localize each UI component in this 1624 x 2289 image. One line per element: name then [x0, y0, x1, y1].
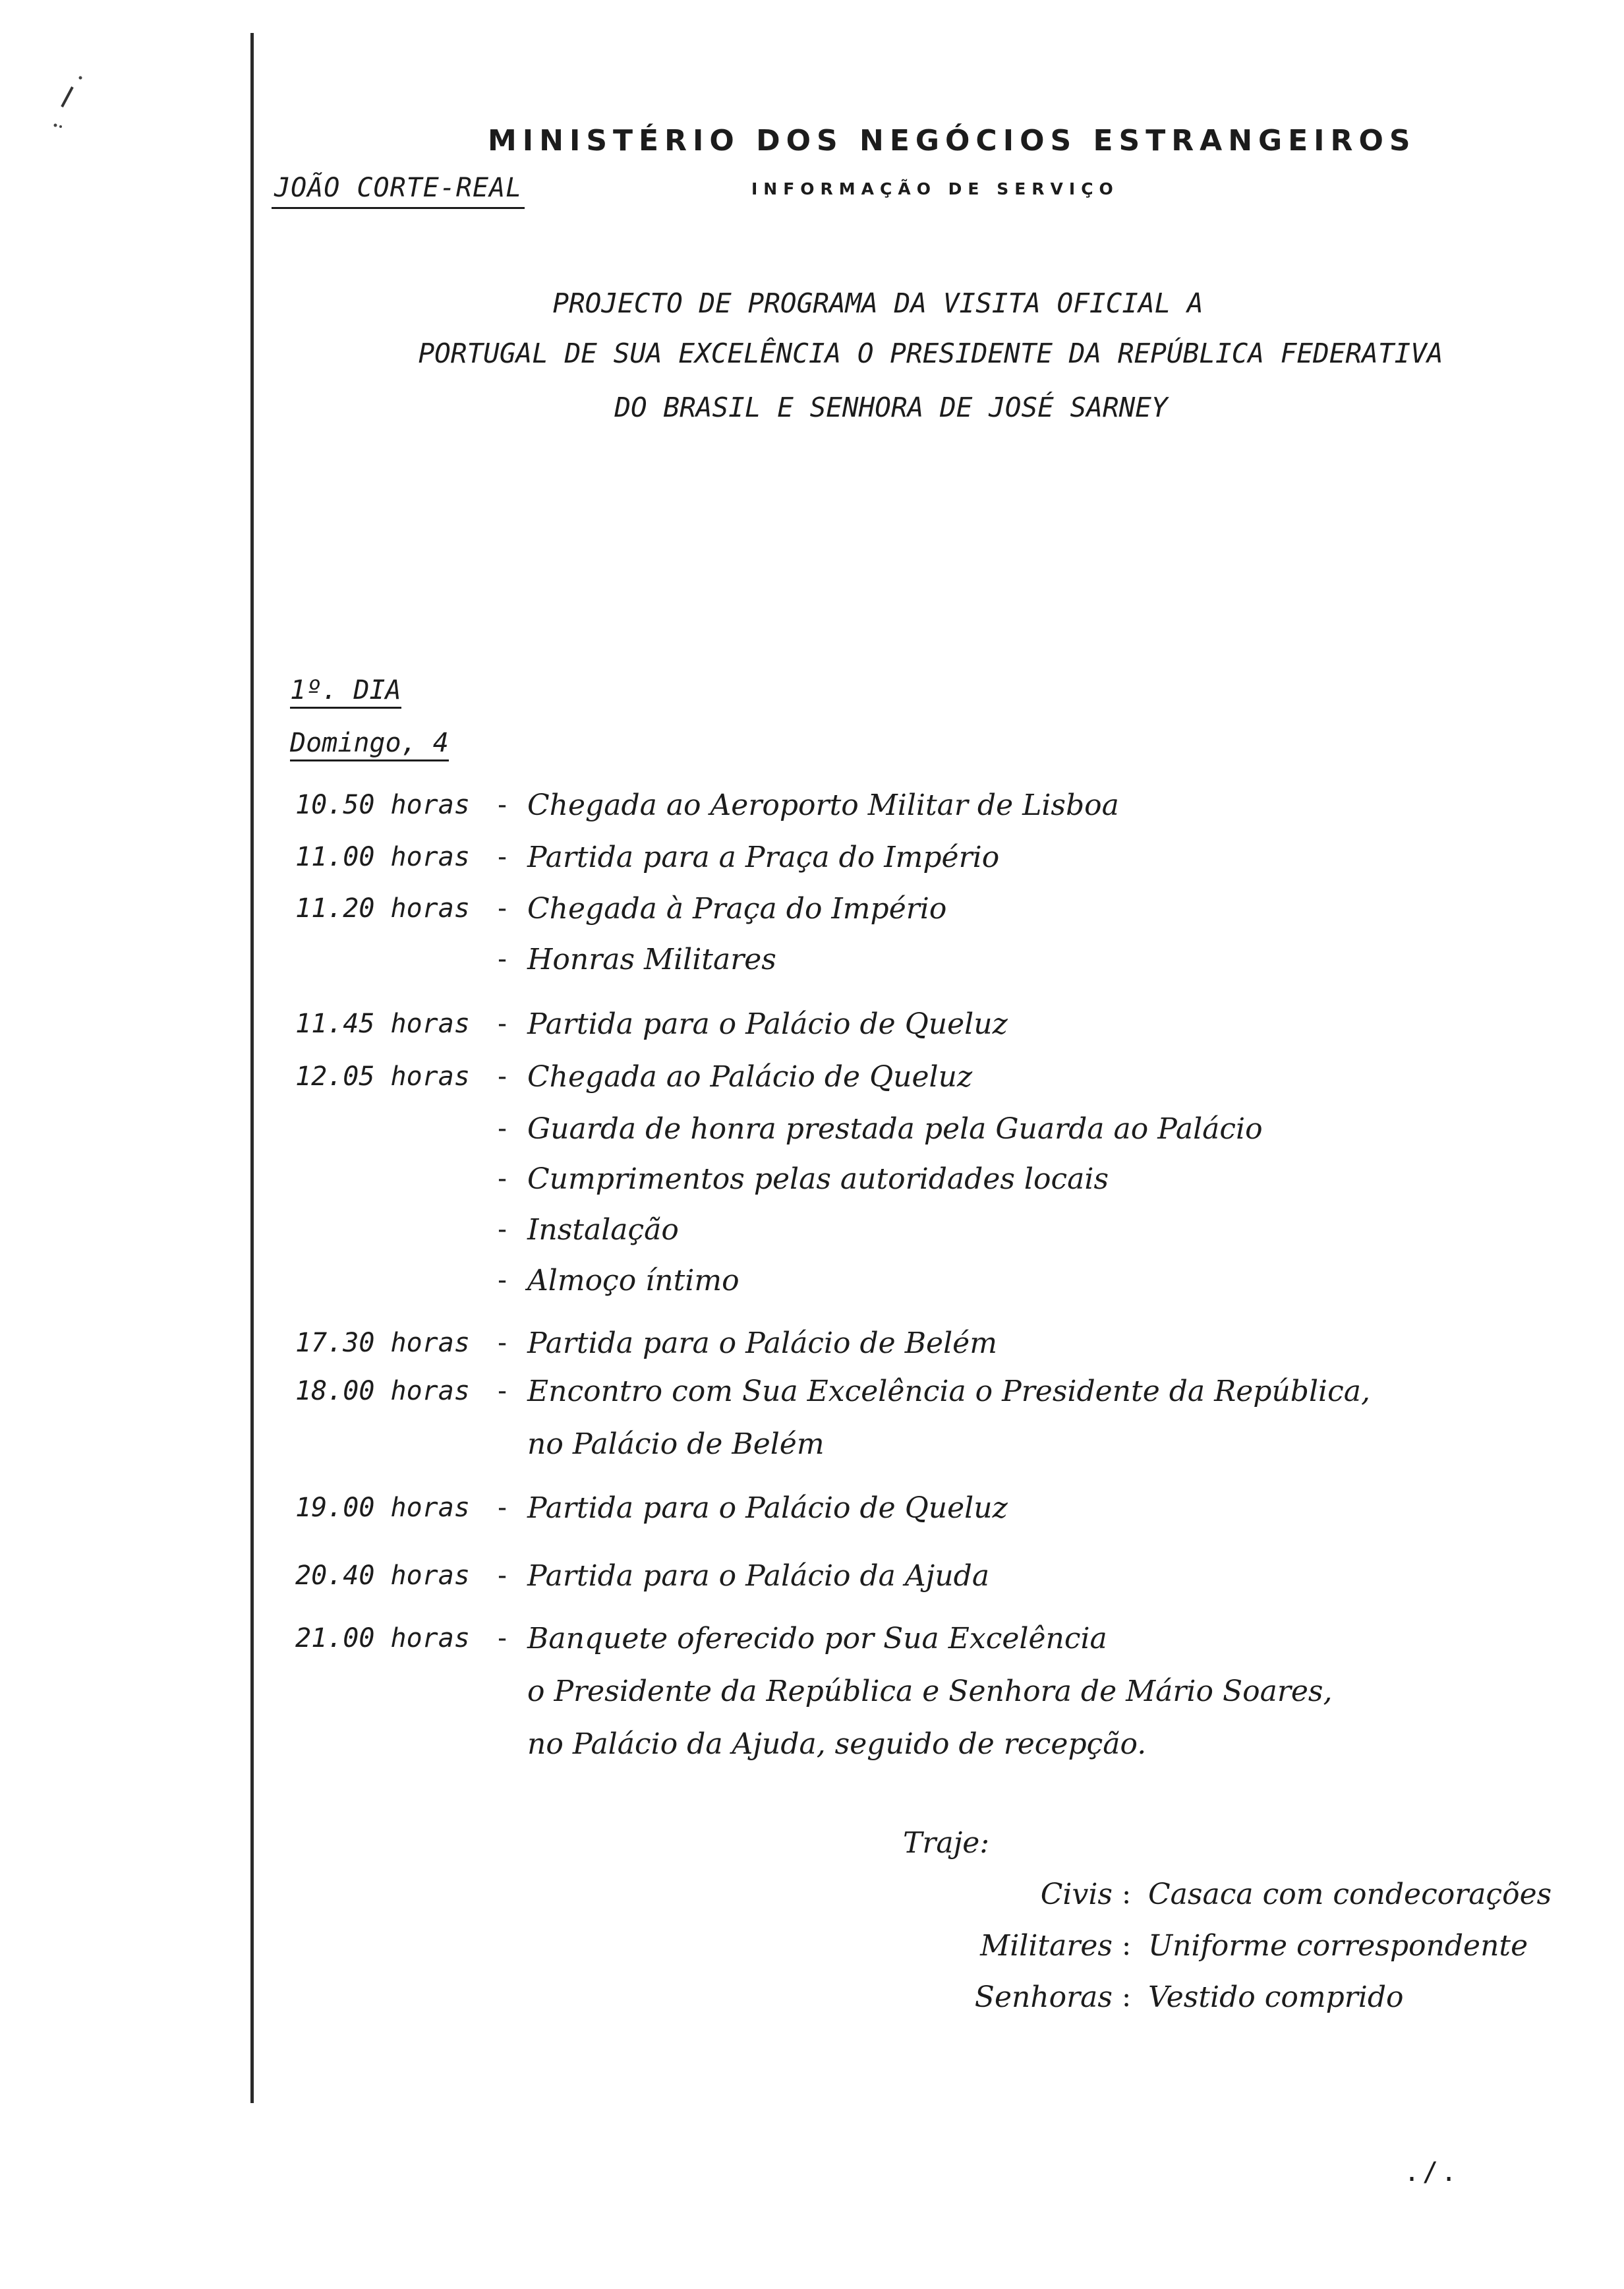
bullet-dash: - [494, 1164, 511, 1194]
schedule-activity: Guarda de honra prestada pela Guarda ao Palácio [527, 1112, 1263, 1146]
attire-dress: Uniforme correspondente [1148, 1929, 1528, 1963]
schedule-activity: no Palácio da Ajuda, seguido de recepção. [527, 1727, 1147, 1761]
bullet-dash: - [494, 1493, 511, 1523]
schedule-time: 10.50 horas [295, 790, 470, 820]
schedule-time: 21.00 horas [295, 1623, 470, 1653]
bullet-dash: - [494, 944, 511, 974]
attire-dress: Vestido comprido [1148, 1980, 1404, 2014]
schedule-time: 11.20 horas [295, 893, 470, 924]
bullet-dash: - [494, 1328, 511, 1358]
schedule-activity: Encontro com Sua Excelência o Presidente da República, [527, 1375, 1370, 1408]
bullet-dash: - [494, 1623, 511, 1653]
schedule-activity: Almoço íntimo [527, 1264, 740, 1297]
signer-name: JOÃO CORTE-REAL [272, 173, 525, 209]
schedule-time: 18.00 horas [295, 1376, 470, 1406]
bullet-dash: - [494, 1376, 511, 1406]
ministry-heading: MINISTÉRIO DOS NEGÓCIOS ESTRANGEIROS [488, 124, 1416, 158]
day-date: Domingo, 4 [290, 728, 449, 761]
schedule-activity: Chegada à Praça do Império [527, 892, 947, 926]
schedule-activity: no Palácio de Belém [527, 1427, 825, 1461]
bullet-dash: - [494, 1009, 511, 1039]
schedule-activity: Banquete oferecido por Sua Excelência [527, 1622, 1107, 1655]
bullet-dash: - [494, 790, 511, 820]
schedule-time: 11.00 horas [295, 842, 470, 872]
day-label: 1º. DIA [290, 675, 401, 709]
schedule-activity: Partida para o Palácio de Belém [527, 1326, 997, 1360]
schedule-activity: Partida para o Palácio de Queluz [527, 1491, 1008, 1525]
schedule-activity: Honras Militares [527, 943, 776, 976]
schedule-time: 17.30 horas [295, 1328, 470, 1358]
schedule-activity: Chegada ao Aeroporto Militar de Lisboa [527, 788, 1119, 822]
bullet-dash: - [494, 1214, 511, 1245]
attire-heading: Traje: [903, 1826, 990, 1860]
title-line-2: PORTUGAL DE SUA EXCELÊNCIA O PRESIDENTE DA REPÚBLICA FEDERATIVA [418, 338, 1443, 369]
bullet-dash: - [494, 1114, 511, 1144]
schedule-time: 12.05 horas [295, 1061, 470, 1092]
schedule-activity: Instalação [527, 1213, 679, 1247]
attire-colon: : [1122, 1878, 1132, 1910]
bullet-dash: - [494, 842, 511, 872]
bullet-dash: - [494, 893, 511, 924]
attire-colon: : [1122, 1980, 1132, 2013]
document-type: INFORMAÇÃO DE SERVIÇO [751, 179, 1119, 198]
attire-who: Senhoras [974, 1980, 1113, 2014]
bullet-dash: - [494, 1561, 511, 1591]
schedule-activity: Partida para a Praça do Império [527, 841, 1000, 874]
title-line-3: DO BRASIL E SENHORA DE JOSÉ SARNEY [614, 392, 1168, 423]
schedule-time: 20.40 horas [295, 1561, 470, 1591]
title-line-1: PROJECTO DE PROGRAMA DA VISITA OFICIAL A [552, 287, 1204, 319]
bullet-dash: - [494, 1265, 511, 1295]
schedule-activity: Partida para o Palácio da Ajuda [527, 1559, 990, 1593]
attire-colon: : [1122, 1929, 1132, 1961]
attire-who: Militares [980, 1929, 1113, 1963]
attire-dress: Casaca com condecorações [1148, 1878, 1552, 1911]
schedule-time: 11.45 horas [295, 1009, 470, 1039]
continued-mark: ./. [1404, 2157, 1460, 2187]
bullet-dash: - [494, 1061, 511, 1092]
pen-mark [47, 73, 87, 145]
attire-who: Civis [1040, 1878, 1113, 1911]
schedule-time: 19.00 horas [295, 1493, 470, 1523]
schedule-activity: Cumprimentos pelas autoridades locais [527, 1162, 1109, 1196]
schedule-activity: Chegada ao Palácio de Queluz [527, 1060, 973, 1094]
schedule-activity: o Presidente da República e Senhora de Mário Soares, [527, 1675, 1333, 1708]
schedule-activity: Partida para o Palácio de Queluz [527, 1007, 1008, 1041]
